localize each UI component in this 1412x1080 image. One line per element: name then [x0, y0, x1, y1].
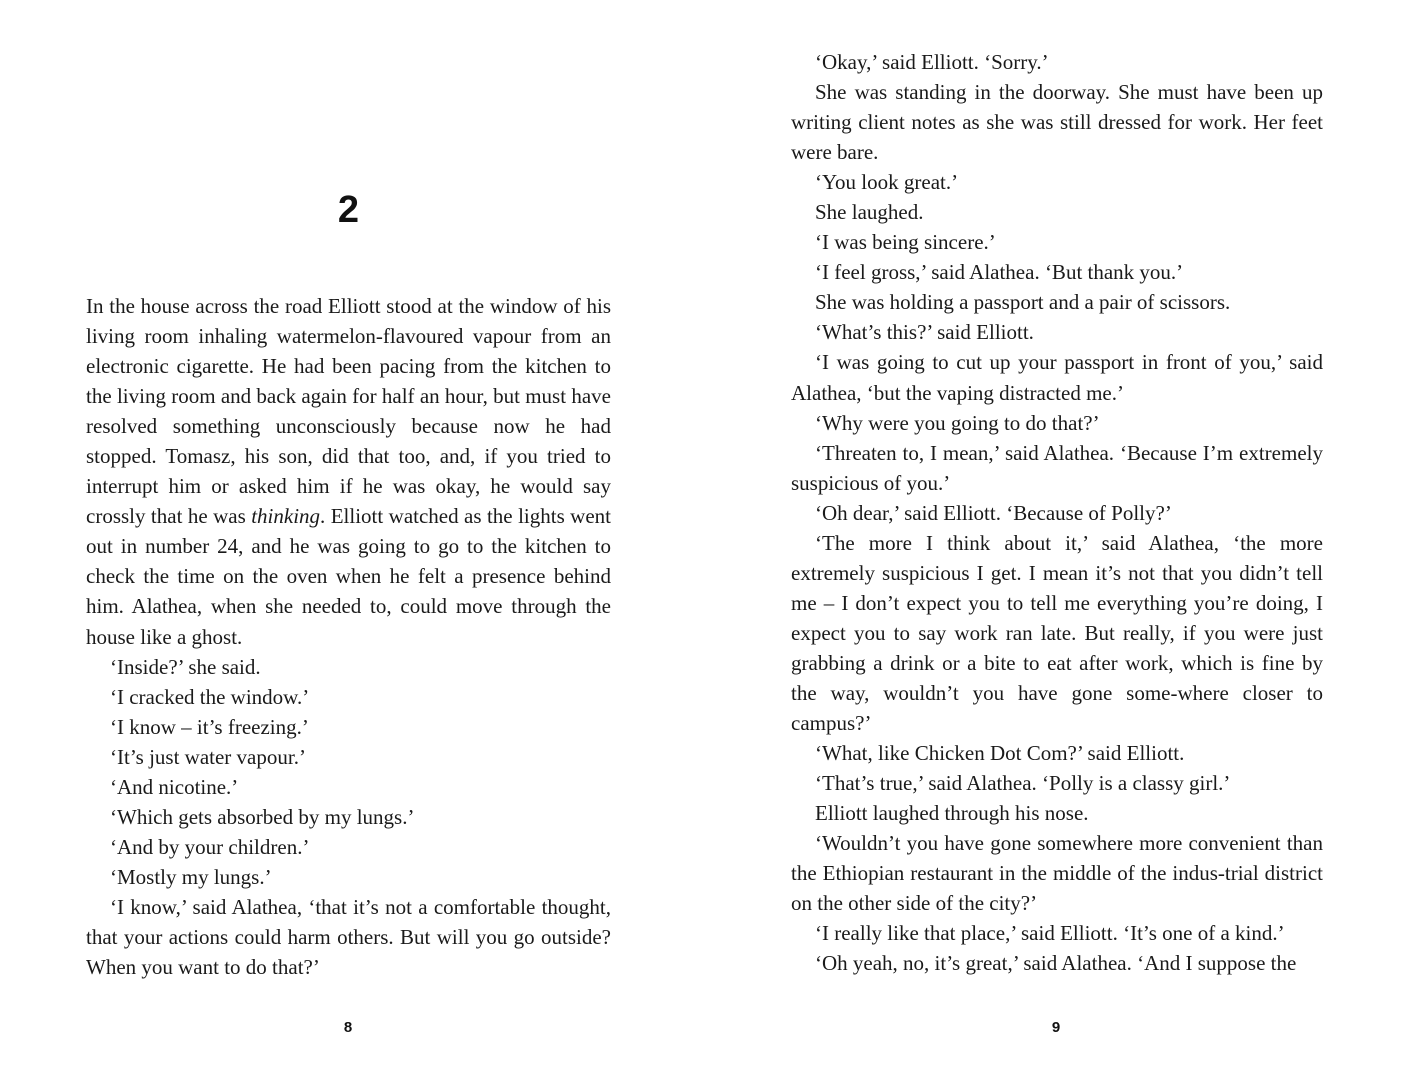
dialogue-line: ‘What’s this?’ said Elliott. [815, 320, 1034, 345]
dialogue-line: ‘Which gets absorbed by my lungs.’ [110, 804, 415, 829]
paragraph: She was holding a passport and a pair of scissors. [815, 290, 1231, 315]
left-page-body [86, 291, 611, 982]
right-page-body [791, 47, 1323, 978]
dialogue-line: ‘What, like Chicken Dot Com?’ said Elliott. [815, 741, 1185, 766]
dialogue-line: ‘I know – it’s freezing.’ [110, 714, 309, 739]
dialogue-line: ‘You look great.’ [815, 170, 959, 195]
italic-emphasis: thinking [251, 504, 321, 529]
dialogue-line: ‘Okay,’ said Elliott. ‘Sorry.’ [815, 50, 1049, 74]
right-page [706, 0, 1412, 1080]
paragraph-text: In the house across the road Elliott stood at the window of his living room inhaling watermelon-flavoured vapour from an electronic cigarette. He had been pacing from the kitchen to the living room and back again for half an hour, but must have resolved something unconsciously because now he had stopped. Tomasz, his son, did that too, and, if you tried to interrupt him or asked him if he was okay, he would say crossly that he was [86, 294, 611, 529]
dialogue-line: ‘That’s true,’ said Alathea. ‘Polly is a classy girl.’ [815, 771, 1231, 796]
dialogue-line: ‘Why were you going to do that?’ [815, 410, 1100, 435]
paragraph-text: . Elliott watched as the lights went out in number 24, and he was going to go to the kitchen to check the time on the oven when he felt a presence behind him. Alathea, when she needed to, could move through the house like a ghost. [86, 504, 611, 649]
paragraph: ‘I know,’ said Alathea, ‘that it’s not a comfortable thought, that your actions could harm others. But will you go outside? When you want to do that?’ [86, 894, 611, 980]
paragraph: ‘Wouldn’t you have gone somewhere more convenient than the Ethiopian restaurant in the middle of the indus-trial district on the other side of the city?’ [791, 831, 1323, 916]
page-number: 8 [343, 1019, 353, 1036]
dialogue-line: ‘I cracked the window.’ [110, 684, 310, 709]
dialogue-line: ‘Inside?’ she said. [110, 654, 261, 679]
paragraph: She was standing in the doorway. She must have been up writing client notes as she was still dressed for work. Her feet were bare. [791, 80, 1323, 165]
dialogue-line: ‘I really like that place,’ said Elliott. ‘It’s one of a kind.’ [815, 921, 1285, 946]
opening-paragraph [86, 291, 611, 652]
dialogue-line: ‘I feel gross,’ said Alathea. ‘But thank you.’ [815, 260, 1184, 285]
dialogue-line: ‘And by your children.’ [110, 834, 310, 859]
paragraph: ‘I was going to cut up your passport in front of you,’ said Alathea, ‘but the vaping distracted me.’ [791, 350, 1323, 405]
page-number: 9 [1051, 1019, 1061, 1036]
paragraph: ‘Threaten to, I mean,’ said Alathea. ‘Because I’m extremely suspicious of you.’ [791, 440, 1323, 495]
dialogue-line: ‘It’s just water vapour.’ [110, 744, 306, 769]
chapter-number: 2 [337, 189, 360, 231]
paragraph: ‘The more I think about it,’ said Alathea, ‘the more extremely suspicious I get. I mean it’s not that you didn’t tell me – I don’t expect you to tell me everything you’re doing, I expect you to say work ran late. But really, if you were just grabbing a drink or a bite to eat after work, which is fine by the way, wouldn’t you have gone some-where closer to campus?’ [791, 530, 1323, 736]
dialogue-line: ‘Mostly my lungs.’ [110, 864, 272, 889]
dialogue-line: ‘I was being sincere.’ [815, 230, 996, 255]
dialogue-line: ‘And nicotine.’ [110, 774, 239, 799]
paragraph: She laughed. [815, 200, 924, 225]
paragraph: Elliott laughed through his nose. [815, 801, 1089, 826]
paragraph: ‘Oh yeah, no, it’s great,’ said Alathea. ‘And I suppose the [815, 951, 1297, 976]
dialogue-line: ‘Oh dear,’ said Elliott. ‘Because of Polly?’ [815, 500, 1172, 525]
